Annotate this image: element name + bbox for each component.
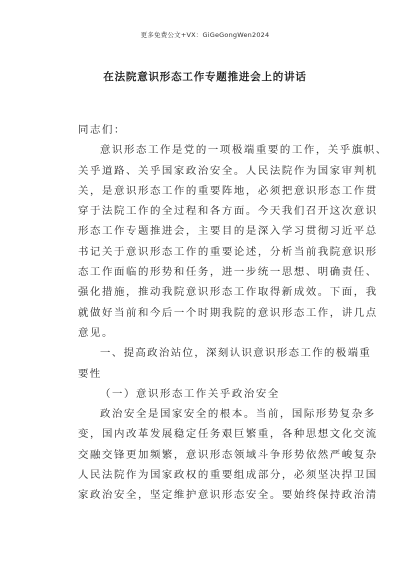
body-line: 形态工作专题推进会，主要目的是深入学习贯彻习近平总	[78, 225, 378, 238]
body-line: 意见。	[78, 326, 114, 339]
section-heading: 一、提高政治站位，深刻认识意识形态工作的极端重	[100, 347, 372, 360]
document-body	[78, 120, 388, 506]
body-line: 穿于法院工作的全过程和各方面。今天我们召开这次意识	[78, 205, 378, 218]
section-heading-continued: 要性	[78, 367, 102, 380]
body-line: 关乎道路、关乎国家政治安全。人民法院作为国家审判机	[78, 164, 378, 177]
document-title: 在法院意识形态工作专题推进会上的讲话	[103, 71, 307, 83]
body-line: 政治安全是国家安全的根本。当前，国际形势复杂多	[100, 408, 376, 421]
salutation: 同志们：	[78, 124, 126, 136]
body-line: 人民法院作为国家政权的重要组成部分，必须坚决捍卫国	[78, 469, 378, 482]
header-note: 更多免费公文+VX：GiGeGongWen2024	[140, 31, 270, 39]
body-line: 意识形态工作是党的一项极端重要的工作，关乎旗帜、	[100, 144, 388, 157]
body-line: 强化措施，推动我院意识形态工作取得新成效。下面，我	[78, 286, 378, 299]
body-line: 关，是意识形态工作的重要阵地，必须把意识形态工作贯	[78, 184, 378, 197]
body-line: 交融交锋更加频繁，意识形态领域斗争形势依然严峻复杂	[78, 448, 378, 461]
subsection-heading: （一）意识形态工作关乎政治安全	[100, 387, 280, 400]
body-line: 变，国内改革发展稳定任务艰巨繁重，各种思想文化交流	[78, 428, 378, 441]
body-line: 家政治安全，坚定维护意识形态安全。要始终保持政治清	[78, 489, 378, 502]
body-line: 就做好当前和今后一个时期我院的意识形态工作，讲几点	[78, 306, 378, 319]
body-line: 书记关于意识形态工作的重要论述，分析当前我院意识形	[78, 245, 378, 258]
body-line: 态工作面临的形势和任务，进一步统一思想、明确责任、	[78, 266, 378, 279]
